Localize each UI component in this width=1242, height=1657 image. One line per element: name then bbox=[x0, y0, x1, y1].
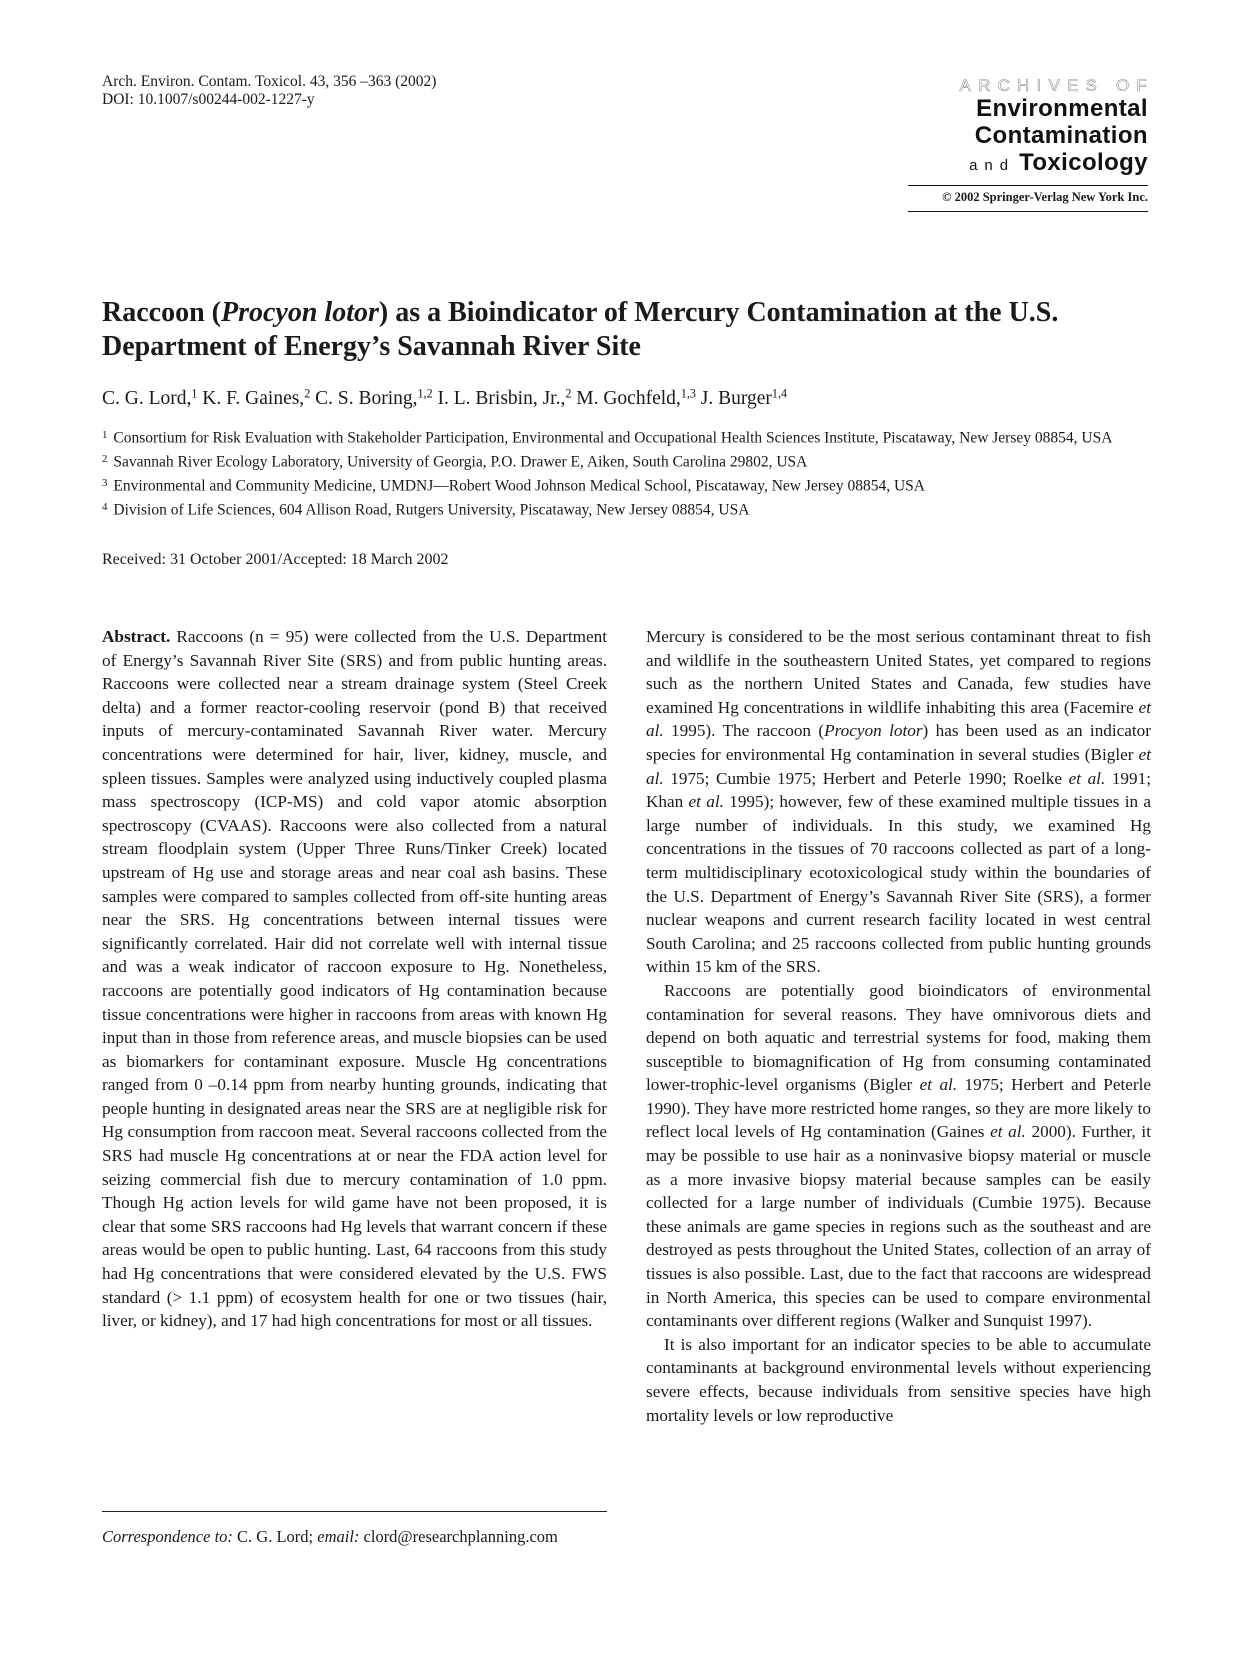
journal-logo bbox=[908, 76, 1154, 212]
body-paragraph-2 bbox=[646, 979, 1151, 1333]
italic-run: et al. bbox=[646, 697, 1151, 741]
affiliation bbox=[102, 425, 1152, 449]
affiliation-text: Environmental and Community Medicine, UMDNJ—Robert Wood Johnson Medical School, Piscataway, New Jersey 08854, USA bbox=[113, 477, 925, 495]
affiliation-list bbox=[102, 425, 1152, 522]
text-run: 2000). Further, it may be possible to use hair as a noninvasive biopsy material or muscle as a more invasive biopsy material because samples can be easily collected for a large number of individuals (Cumbie 1975). Because these animals are game species in regions such as the southeast and are destroyed as pests throughout the United States, collection of an array of tissues is also possible. Last, due to the fact that raccoons are widespread in North America, this species can be used to compare environmental contaminants over different regions (Walker and Sunquist 1997). bbox=[646, 1122, 1151, 1331]
footnote-rule bbox=[102, 1511, 607, 1512]
text-run: Mercury is considered to be the most serious contaminant threat to fish and wildlife in the southeastern United States, yet compared to regions such as the northern United States and Canada, few studies have examined Hg concentrations in wildlife inhabiting this area (Facemire bbox=[646, 627, 1151, 717]
logo-contamination: Contamination bbox=[974, 122, 1148, 149]
text-run: 1995). The raccoon ( bbox=[663, 721, 825, 741]
author-affil-sup: 1 bbox=[191, 386, 198, 401]
correspondence-note bbox=[102, 1527, 607, 1547]
affiliation bbox=[102, 473, 1152, 497]
author-affil-sup: 1,4 bbox=[771, 386, 788, 401]
article-title bbox=[102, 296, 1142, 364]
citation-line: Arch. Environ. Contam. Toxicol. 43, 356 –363 (2002) bbox=[102, 73, 437, 90]
abstract-column bbox=[102, 625, 607, 1333]
author-affil-sup: 1,2 bbox=[417, 386, 433, 401]
title-part1: Raccoon ( bbox=[102, 297, 221, 328]
author-affil-sup: 2 bbox=[304, 386, 311, 401]
affiliation-number: 4 bbox=[102, 501, 108, 514]
body-column bbox=[646, 625, 1151, 1427]
email-label: email: bbox=[317, 1527, 360, 1546]
text-run: 1991; Khan bbox=[646, 768, 1151, 812]
author-affil-sup: 1,3 bbox=[680, 386, 696, 401]
text-run: It is also important for an indicator species to be able to accumulate contaminants at background environmental levels without experiencing severe effects, because individuals from sensitive species have high mortality levels or low reproductive bbox=[646, 1334, 1151, 1425]
correspondence-label: Correspondence to: bbox=[102, 1527, 233, 1546]
affiliation-text: Consortium for Risk Evaluation with Stakeholder Participation, Environmental and Occupational Health Sciences Institute, Piscataway, New Jersey 08854, USA bbox=[113, 429, 1113, 447]
body-paragraph-1 bbox=[646, 625, 1151, 979]
italic-run: et al. bbox=[990, 1122, 1026, 1142]
author: M. Gochfeld, bbox=[571, 388, 681, 409]
received-accepted-dates: Received: 31 October 2001/Accepted: 18 March 2002 bbox=[102, 551, 449, 568]
logo-archives-of: ARCHIVES OF bbox=[959, 76, 1154, 95]
body-paragraph-3 bbox=[646, 1333, 1151, 1427]
logo-toxicology: Toxicology bbox=[1019, 149, 1148, 176]
logo-rule bbox=[908, 185, 1148, 186]
correspondence-name: C. G. Lord; bbox=[232, 1527, 318, 1546]
affiliation-text: Division of Life Sciences, 604 Allison Road, Rutgers University, Piscataway, New Jersey 08854, USA bbox=[113, 501, 750, 519]
italic-run: et al. bbox=[919, 1075, 958, 1095]
correspondence-email: clord@researchplanning.com bbox=[359, 1527, 558, 1546]
logo-environmental: Environmental bbox=[976, 95, 1148, 122]
text-run: ) has been used as an indicator species for environmental Hg contamination in several studies (Bigler bbox=[646, 721, 1152, 764]
author-list bbox=[102, 387, 787, 411]
title-species-italic: Procyon lotor bbox=[220, 297, 379, 328]
italic-run: et al. bbox=[688, 792, 724, 812]
affiliation-text: Savannah River Ecology Laboratory, University of Georgia, P.O. Drawer E, Aiken, South Carolina 29802, USA bbox=[113, 453, 808, 471]
italic-run: et al. bbox=[646, 744, 1151, 788]
logo-toxicology-line bbox=[908, 149, 1148, 179]
author: C. G. Lord, bbox=[102, 388, 192, 409]
italic-run: et al. bbox=[1068, 768, 1106, 788]
author: K. F. Gaines, bbox=[197, 388, 305, 409]
author: J. Burger bbox=[695, 388, 772, 409]
title-part2: ) as a Bioindicator of Mercury Contamination at the U.S. Department of Energy’s Savannah River Site bbox=[102, 297, 1059, 362]
text-run: 1975; Herbert and Peterle 1990). They have more restricted home ranges, so they are more likely to reflect local levels of Hg contamination (Gaines bbox=[646, 1075, 1151, 1142]
text-run: 1995); however, few of these examined multiple tissues in a large number of individuals. In this study, we examined Hg concentrations in the tissues of 70 raccoons collected as part of a long-term multidisciplinary ecotoxicological study within the boundaries of the U.S. Department of Energy’s Savannah River Site (SRS), a former nuclear weapons and current research facility located in west central South Carolina; and 25 raccoons collected from public hunting grounds within 15 km of the SRS. bbox=[646, 792, 1151, 977]
author: C. S. Boring, bbox=[310, 388, 418, 409]
citation-block bbox=[102, 73, 436, 109]
logo-rule-bottom bbox=[908, 211, 1148, 212]
logo-copyright: © 2002 Springer-Verlag New York Inc. bbox=[942, 190, 1148, 204]
logo-and: and bbox=[969, 157, 1016, 174]
abstract bbox=[102, 625, 607, 1333]
affiliation bbox=[102, 497, 1152, 521]
affiliation-number: 1 bbox=[102, 429, 108, 441]
text-run: 1975; Cumbie 1975; Herbert and Peterle 1990; Roelke bbox=[663, 768, 1069, 788]
affiliation-number: 2 bbox=[102, 453, 108, 466]
text-run: Raccoons are potentially good bioindicators of environmental contamination for several reasons. They have omnivorous diets and depend on both aquatic and terrestrial systems for food, making them susceptible to biomagnification of Hg from consuming contaminated lower-trophic-level organisms (Bigler bbox=[646, 980, 1151, 1095]
abstract-label: Abstract. bbox=[102, 627, 171, 646]
affiliation bbox=[102, 449, 1152, 473]
abstract-text: Raccoons (n = 95) were collected from the U.S. Department of Energy’s Savannah River Site (SRS) and from public hunting areas. Raccoons were collected near a stream drainage system (Steel Creek delta) and a former reactor-cooling reservoir (pond B) that received inputs of mercury-contaminated Savannah River water. Mercury concentrations were determined for hair, liver, kidney, muscle, and spleen tissues. Samples were analyzed using inductively coupled plasma mass spectroscopy (ICP-MS) and cold vapor atomic absorption spectroscopy (CVAAS). Raccoons were also collected from a natural stream floodplain system (Upper Three Runs/Tinker Creek) located upstream of Hg use and storage areas and near coal ash basins. These samples were compared to samples collected from off-site hunting areas near the SRS. Hg concentrations between internal tissues were significantly correlated. Hair did not correlate well with internal tissue and was a weak indicator of raccoon exposure to Hg. Nonetheless, raccoons are potentially good indicators of Hg contamination because tissue concentrations were higher in raccoons from areas with known Hg input than in those from reference areas, and muscle biopsies can be used as biomarkers for contaminant exposure. Muscle Hg concentrations ranged from 0 –0.14 ppm from nearby hunting grounds, indicating that people hunting in designated areas near the SRS are at negligible risk for Hg consumption from raccoon meat. Several raccoons collected from the SRS had muscle Hg concentrations at or near the FDA action level for seizing commercial fish due to mercury contamination of 1.0 ppm. Though Hg action levels for wild game have not been proposed, it is clear that some SRS raccoons had Hg levels that warrant concern if these areas would be open to public hunting. Last, 64 raccoons from this study had Hg concentrations that were considered elevated by the U.S. FWS standard (> 1.1 ppm) of ecosystem health for one or two tissues (hair, liver, or kidney), and 17 had high concentrations for most or all tissues. bbox=[102, 627, 608, 1331]
doi-line: DOI: 10.1007/s00244-002-1227-y bbox=[102, 91, 315, 108]
author: I. L. Brisbin, Jr., bbox=[432, 388, 566, 409]
affiliation-number: 3 bbox=[102, 477, 108, 490]
italic-run: Procyon lotor bbox=[824, 721, 923, 741]
author-affil-sup: 2 bbox=[565, 386, 572, 401]
